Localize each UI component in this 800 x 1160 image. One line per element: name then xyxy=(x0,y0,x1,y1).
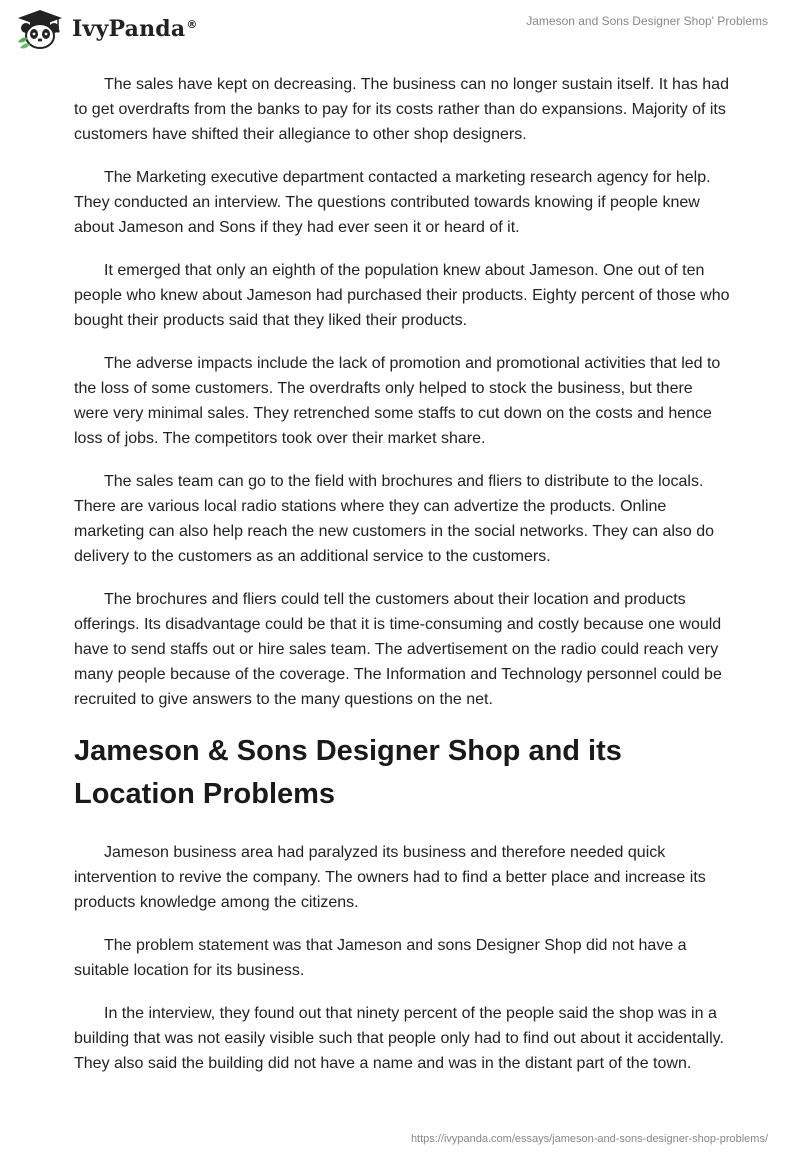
paragraph: Jameson business area had paralyzed its business and therefore needed quick intervention to revive the company. The owners had to find a better place and increase its products knowledge among the citizens. xyxy=(74,844,706,911)
section-heading: Jameson & Sons Designer Shop and its Location Problems xyxy=(74,735,622,810)
paragraph: The brochures and fliers could tell the customers about their location and products offerings. Its disadvantage could be that it is time-consuming and costly because one would have to send staffs out or hire sales team. The advertisement on the radio could reach very many people because of the coverage. The Information and Technology personnel could be recruited to give answers to the many questions on the net. xyxy=(74,591,722,708)
source-url-link[interactable]: https://ivypanda.com/essays/jameson-and-sons-designer-shop-problems/ xyxy=(410,1133,768,1145)
paragraph: The sales team can go to the field with brochures and fliers to distribute to the locals. There are various local radio stations where they can advertize the products. Online marketing can also help reach the new customers in the social networks. They can also do delivery to the customers as an additional service to the customers. xyxy=(74,473,715,565)
paragraph: The problem statement was that Jameson and sons Designer Shop did not have a suitable location for its business. xyxy=(74,937,687,979)
paragraph: The sales have kept on decreasing. The business can no longer sustain itself. It has had to get overdrafts from the banks to pay for its costs rather than do expansions. Majority of its customers have shifted their allegiance to other shop designers. xyxy=(74,76,729,143)
document-title: Jameson and Sons Designer Shop' Problems xyxy=(526,14,768,28)
page-header xyxy=(0,0,800,50)
ivypanda-logo[interactable] xyxy=(14,8,198,50)
registered-mark: ® xyxy=(186,17,198,31)
paragraph: It emerged that only an eighth of the population knew about Jameson. One out of ten people who knew about Jameson had purchased their products. Eighty percent of those who bought their products said that they liked their products. xyxy=(74,262,730,329)
paragraph: In the interview, they found out that ninety percent of the people said the shop was in a building that was not easily visible such that people only had to find out about it accidentally. They also said the building did not have a name and was in the distant part of the town. xyxy=(74,1005,724,1072)
brand-name: IvyPanda® xyxy=(72,16,198,42)
essay-body xyxy=(74,72,730,1094)
paragraph: The Marketing executive department contacted a marketing research agency for help. They conducted an interview. The questions contributed towards knowing if people knew about Jameson and Sons if they had ever seen it or heard of it. xyxy=(74,169,711,236)
panda-graduate-icon xyxy=(14,8,66,50)
paragraph: The adverse impacts include the lack of promotion and promotional activities that led to the loss of some customers. The overdrafts only helped to stock the business, but there were very minimal sales. They retrenched some staffs to cut down on the costs and hence loss of jobs. The competitors took over their market share. xyxy=(74,355,721,447)
